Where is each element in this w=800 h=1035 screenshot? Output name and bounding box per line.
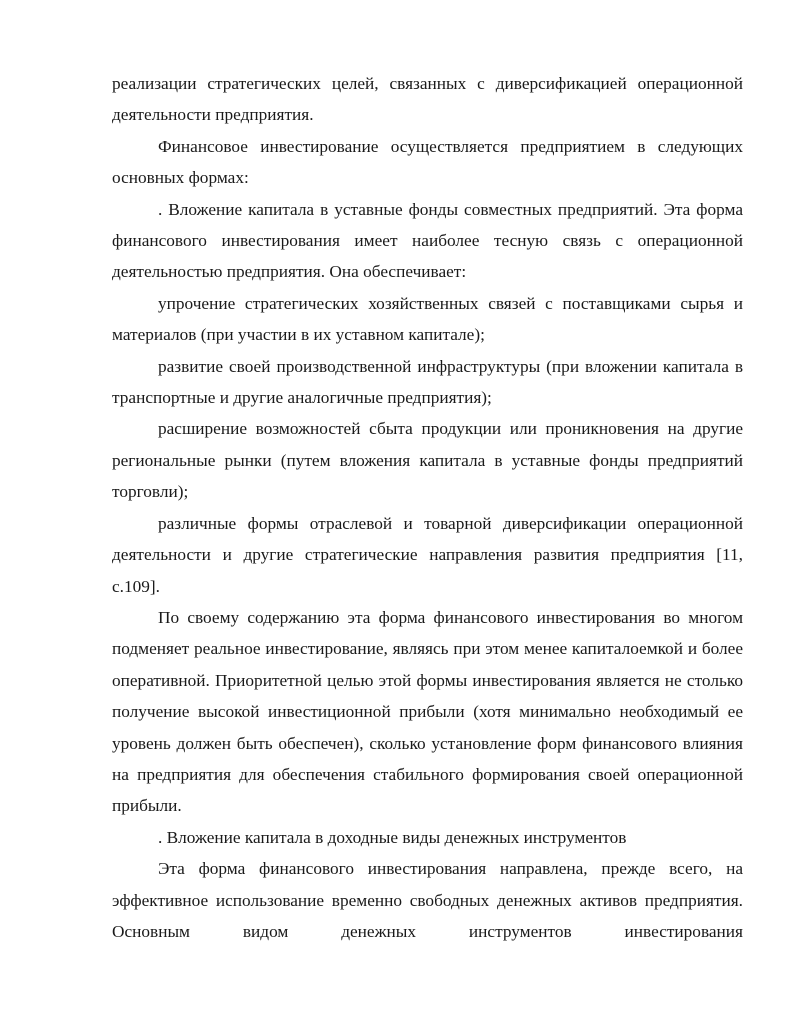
document-page	[112, 68, 743, 947]
paragraph-6: расширение возможностей сбыта продукции или проникновения на другие региональные рынки (путем вложения капитала в уставные фонды предприятий торговли);	[112, 419, 743, 502]
paragraph-5: развитие своей производственной инфраструктуры (при вложении капитала в транспортные и другие аналогичные предприятия);	[112, 356, 743, 408]
paragraph-9: . Вложение капитала в доходные виды денежных инструментов	[158, 827, 627, 847]
paragraph-1: реализации стратегических целей, связанных с диверсификацией операционной деятельности предприятия.	[112, 74, 743, 125]
paragraph-3: . Вложение капитала в уставные фонды совместных предприятий. Эта форма финансового инвестирования имеет наиболее тесную связь с операционной деятельностью предприятия. Она обеспечивает:	[112, 199, 743, 282]
paragraph-10: Эта форма финансового инвестирования направлена, прежде всего, на эффективное использование временно свободных денежных активов предприятия. Основным видом денежных инструментов инвестирования	[112, 859, 743, 941]
paragraph-8: По своему содержанию эта форма финансового инвестирования во многом подменяет реальное инвестирование, являясь при этом менее капиталоемкой и более оперативной. Приоритетной целью этой формы инвестирования является не столько получение высокой инвестиционной прибыли (хотя минимально необходимый ее уровень должен быть обеспечен), сколько установление форм финансового влияния на предприятия для обеспечения стабильного формирования своей операционной прибыли.	[112, 607, 743, 816]
paragraph-4: упрочение стратегических хозяйственных связей с поставщиками сырья и материалов (при участии в их уставном капитале);	[112, 293, 743, 345]
paragraph-2: Финансовое инвестирование осуществляется предприятием в следующих основных формах:	[112, 136, 743, 188]
paragraph-7: различные формы отраслевой и товарной диверсификации операционной деятельности и другие стратегические направления развития предприятия [11, с.109].	[112, 513, 743, 596]
